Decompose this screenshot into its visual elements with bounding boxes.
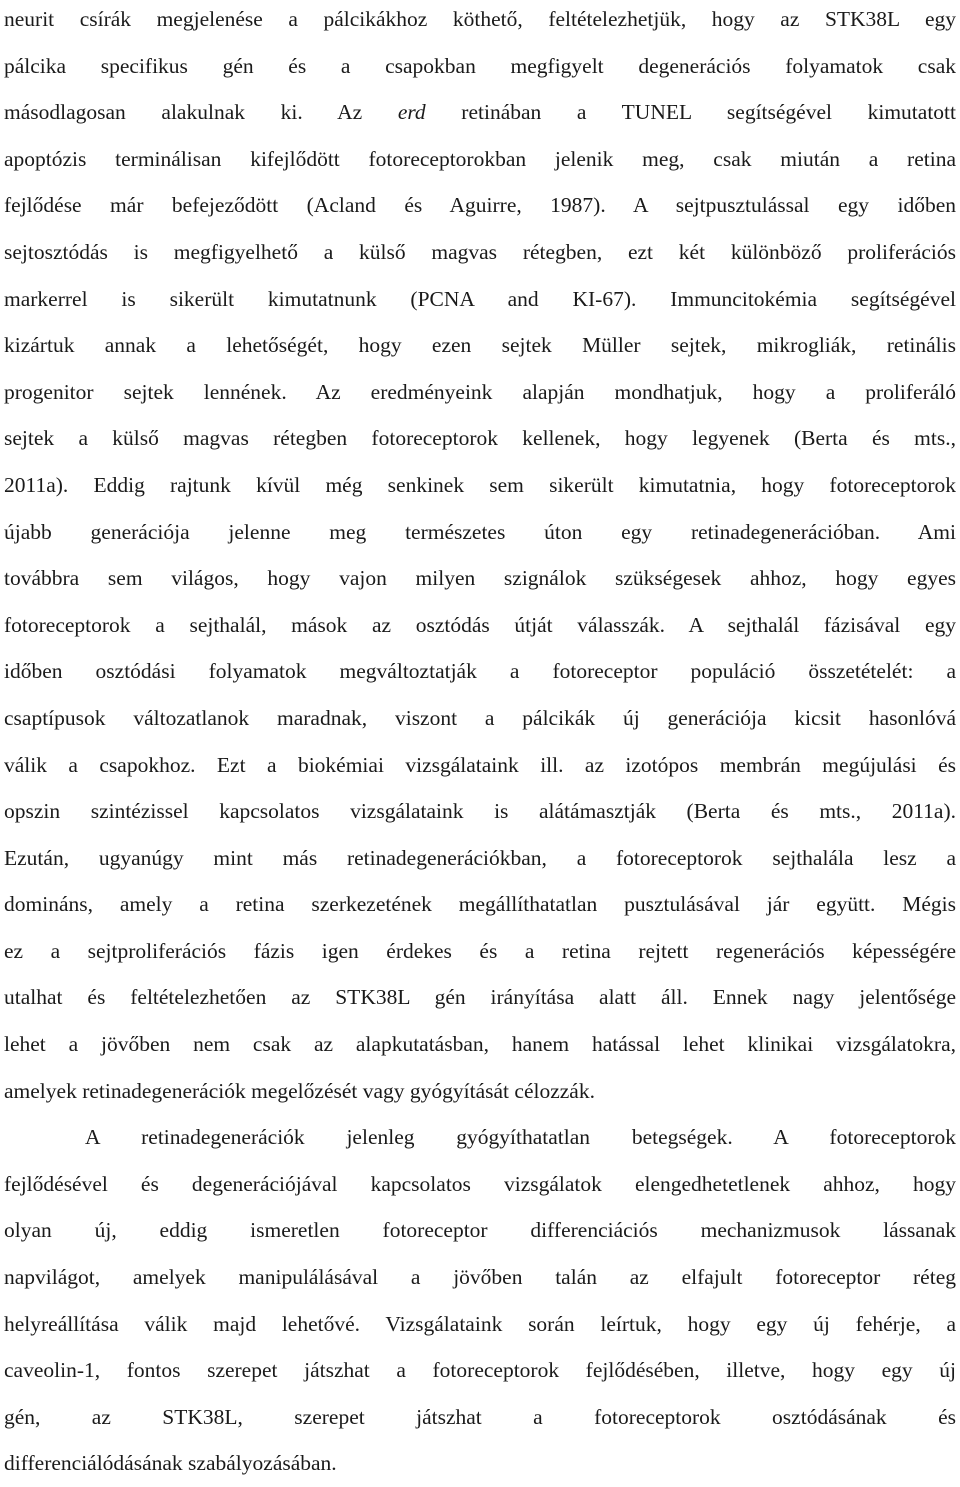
text-line: caveolin-1, fontos szerepet játszhat a fotoreceptorok fejlődésében, illetve, hogy egy új [4, 1358, 956, 1383]
text-line: amelyek retinadegenerációk megelőzését vagy gyógyítását célozzák. [4, 1078, 595, 1103]
text-line: differenciálódásának szabályozásában. [4, 1451, 337, 1476]
text-line: fejlődése már befejeződött (Acland és Aguirre, 1987). A sejtpusztulással egy időben [4, 193, 956, 218]
text-line: markerrel is sikerült kimutatnunk (PCNA and KI-67). Immuncitokémia segítségével [4, 286, 956, 311]
text-line: kizártuk annak a lehetőségét, hogy ezen sejtek Müller sejtek, mikrogliák, retinális [4, 333, 956, 358]
text-line: lehet a jövőben nem csak az alapkutatásban, hanem hatással lehet klinikai vizsgálatokra, [4, 1032, 956, 1057]
text-line: válik a csapokhoz. Ezt a biokémiai vizsgálataink ill. az izotópos membrán megújulási és [4, 752, 956, 777]
text-line: fotoreceptorok a sejthalál, mások az osztódás útját válasszák. A sejthalál fázisával egy [4, 612, 956, 637]
text-line: domináns, amely a retina szerkezetének megállíthatatlan pusztulásával jár együtt. Mégis [4, 892, 956, 917]
text-line: másodlagosan alakulnak ki. Az erd retinában a TUNEL segítségével kimutatott [4, 100, 956, 125]
paragraph-1 [4, 0, 956, 1114]
species-term: erd [397, 100, 426, 125]
text-line: sejtek a külső magvas rétegben fotoreceptorok kellenek, hogy legyenek (Berta és mts., [4, 426, 956, 451]
text-line: apoptózis terminálisan kifejlődött fotoreceptorokban jelenik meg, csak miután a retina [4, 146, 956, 171]
text-line: továbbra sem világos, hogy vajon milyen szignálok szükségesek ahhoz, hogy egyes [4, 566, 956, 591]
text-line: napvilágot, amelyek manipulálásával a jövőben talán az elfajult fotoreceptor réteg [4, 1265, 956, 1290]
text-line: időben osztódási folyamatok megváltoztatják a fotoreceptor populáció összetételét: a [4, 659, 956, 684]
text-line: ez a sejtproliferációs fázis igen érdekes és a retina rejtett regenerációs képességére [4, 938, 956, 963]
text-line: utalhat és feltételezhetően az STK38L gén irányítása alatt áll. Ennek nagy jelentősége [4, 985, 956, 1010]
text-line: opszin szintézissel kapcsolatos vizsgálataink is alátámasztják (Berta és mts., 2011a). [4, 799, 956, 824]
text-line: sejtosztódás is megfigyelhető a külső magvas rétegben, ezt két különböző proliferációs [4, 239, 956, 264]
text-line: csaptípusok változatlanok maradnak, viszont a pálcikák új generációja kicsit hasonlóvá [4, 705, 956, 730]
text-line: neurit csírák megjelenése a pálcikákhoz köthető, feltételezhetjük, hogy az STK38L egy [4, 7, 956, 31]
text-line: A retinadegenerációk jelenleg gyógyíthatatlan betegségek. A fotoreceptorok [85, 1125, 956, 1150]
text-line: Ezután, ugyanúgy mint más retinadegenerációkban, a fotoreceptorok sejthalála lesz a [4, 845, 956, 870]
paragraph-2 [4, 1114, 956, 1487]
text-line: progenitor sejtek lennének. Az eredményeink alapján mondhatjuk, hogy a proliferáló [4, 379, 956, 404]
text-line: fejlődésével és degenerációjával kapcsolatos vizsgálatok elengedhetetlenek ahhoz, hogy [4, 1171, 956, 1196]
text-line: helyreállítása válik majd lehetővé. Vizsgálataink során leírtuk, hogy egy új fehérje, a [4, 1311, 956, 1336]
text-line: újabb generációja jelenne meg természetes úton egy retinadegenerációban. Ami [4, 519, 956, 544]
text-line: olyan új, eddig ismeretlen fotoreceptor differenciációs mechanizmusok lássanak [4, 1218, 956, 1243]
text-line: pálcika specifikus gén és a csapokban megfigyelt degenerációs folyamatok csak [4, 53, 956, 78]
text-line: 2011a). Eddig rajtunk kívül még senkinek sem sikerült kimutatnia, hogy fotoreceptorok [4, 472, 956, 497]
text-line: gén, az STK38L, szerepet játszhat a fotoreceptorok osztódásának és [4, 1404, 956, 1429]
